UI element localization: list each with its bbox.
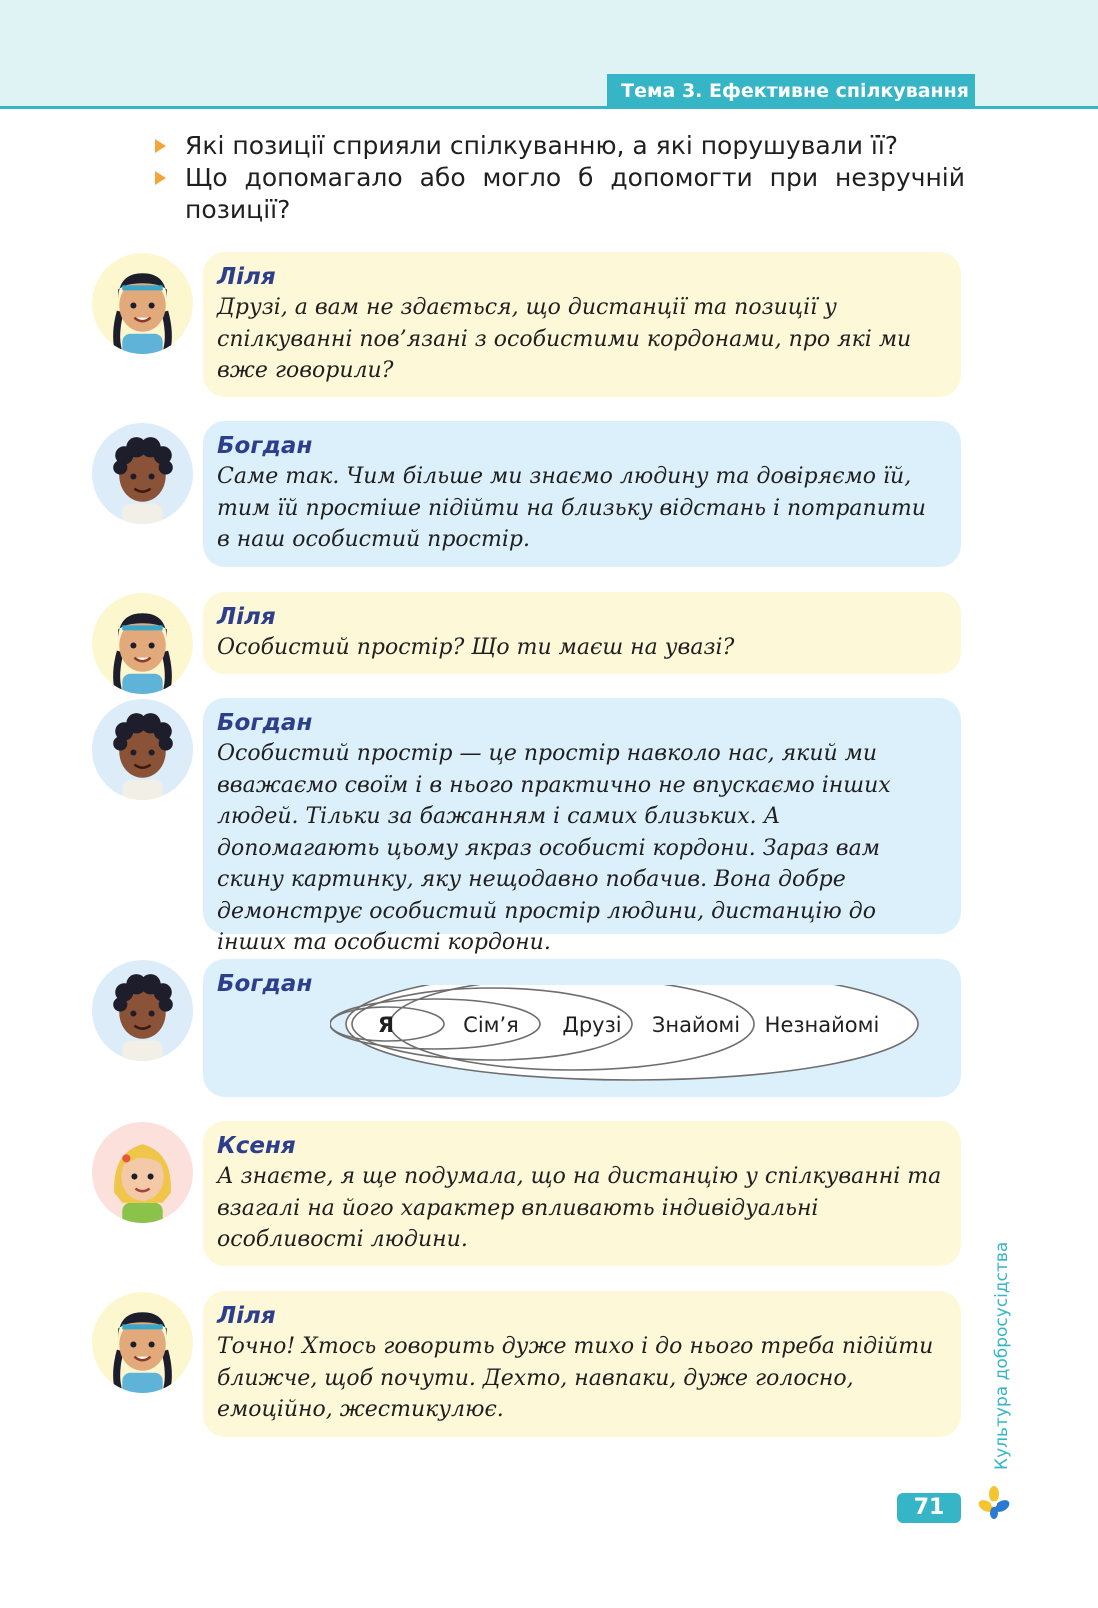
label-acquaintances: Знайомі — [651, 1013, 741, 1037]
question-item: Які позиції сприяли спілкуванню, а які порушували її? — [155, 130, 965, 162]
speaker-name: Ліля — [217, 604, 276, 630]
dialogue-text: А знаєте, я ще подумала, що на дистанцію у спілкуванні та взагалі на його характер впливають індивідуальні особливості людини. — [217, 1164, 942, 1252]
speaker-name: Ліля — [217, 1303, 276, 1329]
question-list — [155, 130, 965, 226]
triangle-bullet-icon — [155, 139, 166, 153]
speaker-name: Богдан — [217, 433, 313, 459]
avatar-lilya — [92, 593, 193, 694]
dialogue-text: Особистий простір — це простір навколо нас, який ми вважаємо своїм і в нього практично не впускаємо інших людей. Тільки за бажанням і самих близьких. А допомагають цьому якраз особисті кордони. Зараз вам скину картинку, яку нещодавно побачив. Вона добре демонструє особистий простір людини, дистанцію до інших та особисті кордони. — [217, 741, 891, 955]
dialogue-text: Друзі, а вам не здається, що дистанції та позиції у спілкуванні пов’язані з особистими кордонами, про які ми вже говорили? — [217, 295, 912, 383]
avatar-lilya — [92, 1292, 193, 1393]
speaker-name: Богдан — [217, 710, 313, 736]
triangle-bullet-icon — [155, 171, 166, 185]
avatar-bohdan — [92, 699, 193, 800]
page-number: 71 — [897, 1493, 961, 1523]
dialogue-text: Особистий простір? Що ти маєш на увазі? — [217, 635, 735, 660]
section-side-title: Культура добросусідства — [992, 1241, 1012, 1470]
flower-icon — [977, 1486, 1011, 1520]
dialogue-bubble — [203, 1121, 961, 1266]
speaker-name: Ліля — [217, 264, 276, 290]
dialogue-bubble — [203, 592, 961, 674]
speaker-name: Ксеня — [217, 1133, 296, 1159]
avatar-lilya — [92, 253, 193, 354]
label-friends: Друзі — [562, 1013, 622, 1037]
dialogue-text: Точно! Хтось говорить дуже тихо і до нього треба підійти ближче, щоб почути. Дехто, навпаки, дуже голосно, емоційно, жестикулює. — [217, 1334, 934, 1422]
dialogue-bubble — [203, 421, 961, 567]
avatar-bohdan — [92, 423, 193, 524]
dialogue-text: Саме так. Чим більше ми знаємо людину та довіряємо їй, тим їй простіше підійти на близьку відстань і потрапити в наш особистий простір. — [217, 464, 926, 552]
topic-title: Тема 3. Ефективне спілкування — [607, 74, 975, 108]
dialogue-bubble — [203, 698, 961, 955]
personal-space-diagram — [330, 985, 920, 1125]
label-strangers: Незнайомі — [764, 1013, 880, 1037]
label-self: Я — [377, 1013, 395, 1037]
speaker-name: Богдан — [217, 971, 313, 997]
question-item: Що допомагало або могло б допомогти при незручній позиції? — [155, 162, 965, 226]
avatar-ksenia — [92, 1122, 193, 1223]
dialogue-bubble — [203, 252, 961, 397]
label-family: Сім’я — [463, 1013, 519, 1037]
avatar-bohdan — [92, 960, 193, 1061]
dialogue-bubble — [203, 1291, 961, 1437]
